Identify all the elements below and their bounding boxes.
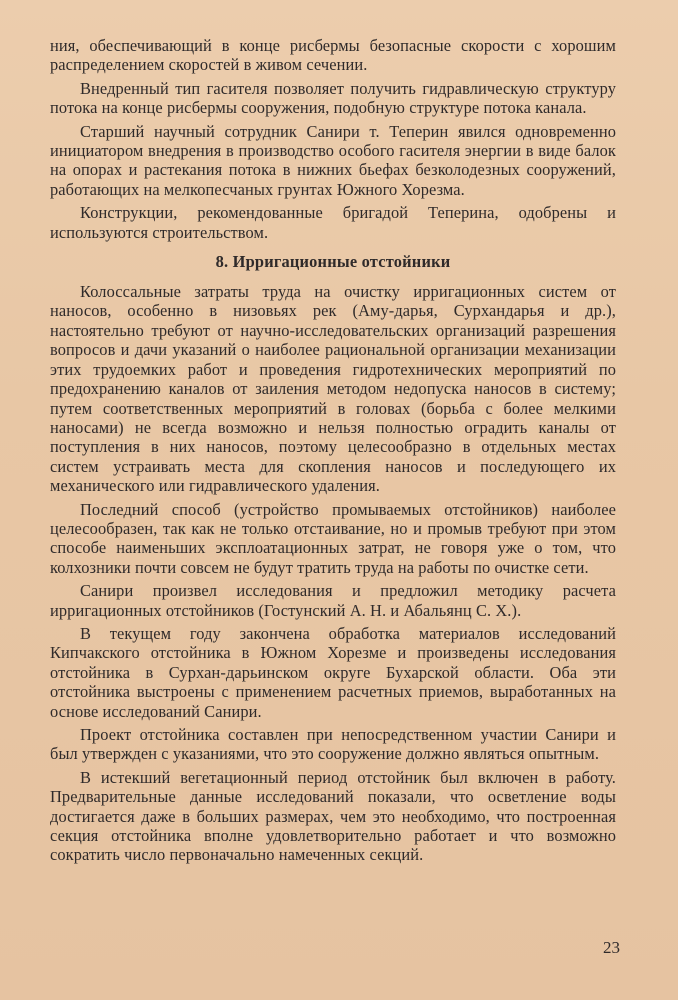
paragraph: В текущем году закончена обработка материалов исследований Кипчакского отстойника в Южном Хорезме и произведены исследования отстойника в Сурхан-дарьинском округе Бухарской области. Оба эти отстойника выстроены с применением расчетных приемов, выработанных на основе исследований Санири. [50, 623, 616, 721]
paragraph: Конструкции, рекомендованные бригадой Теперина, одобрены и используются строительством. [50, 203, 616, 242]
paragraph: Проект отстойника составлен при непосредственном участии Санири и был утвержден с указаниями, что это сооружение должно являться опытным. [50, 725, 616, 764]
section-heading: 8. Ирригационные отстойники [215, 252, 451, 272]
paragraph: Старший научный сотрудник Санири т. Теперин явился одновременно инициатором внедрения в производство особого гасителя энергии в виде балок на опорах и растекания потока в нижних бьефах безколодезных сооружений, работающих на мелкопесчаных грунтах Южного Хорезма. [50, 121, 616, 199]
paragraph: ния, обеспечивающий в конце рисбермы безопасные скорости с хорошим распределением скоростей в живом сечении. [50, 36, 616, 75]
page-number: 23 [603, 938, 620, 957]
body-text [50, 36, 616, 869]
paragraph: В истекший вегетационный период отстойник был включен в работу. Предварительные данные исследований показали, что осветление воды достигается даже в больших размерах, чем это необходимо, что построенная секция отстойника вполне удовлетворительно работает и что возможно сократить число первоначально намеченных секций. [50, 767, 616, 865]
paragraph: Колоссальные затраты труда на очистку ирригационных систем от наносов, особенно в низовьях рек (Аму-дарья, Сурхандарья и др.), настоятельно требуют от научно-исследовательских организаций разрешения вопросов и дачи указаний о наиболее рациональной организации механизации этих трудоемких работ и проведения гидротехнических мероприятий по предохранению каналов от заиления методом недопуска наносов в систему; путем соответственных мероприятий в головах (борьба с более мелкими наносами) не всегда возможно и нельзя полностью оградить каналы от поступления в них наносов, поэтому целесообразно в отдельных местах систем устраивать места для скопления наносов и последующего их механического или гидравлического удаления. [50, 282, 616, 496]
paragraph: Последний способ (устройство промываемых отстойников) наиболее целесообразен, так как не только отстаивание, но и промыв требуют при этом способе наименьших эксплоатационных затрат, не говоря уже о том, что колхозники почти совсем не будут тратить труда на работы по очистке сети. [50, 499, 616, 577]
paragraph: Санири произвел исследования и предложил методику расчета ирригационных отстойников (Гостунский А. Н. и Абальянц С. Х.). [50, 581, 616, 620]
paragraph: Внедренный тип гасителя позволяет получить гидравлическую структуру потока на конце рисбермы сооружения, подобную структуре потока канала. [50, 78, 616, 118]
